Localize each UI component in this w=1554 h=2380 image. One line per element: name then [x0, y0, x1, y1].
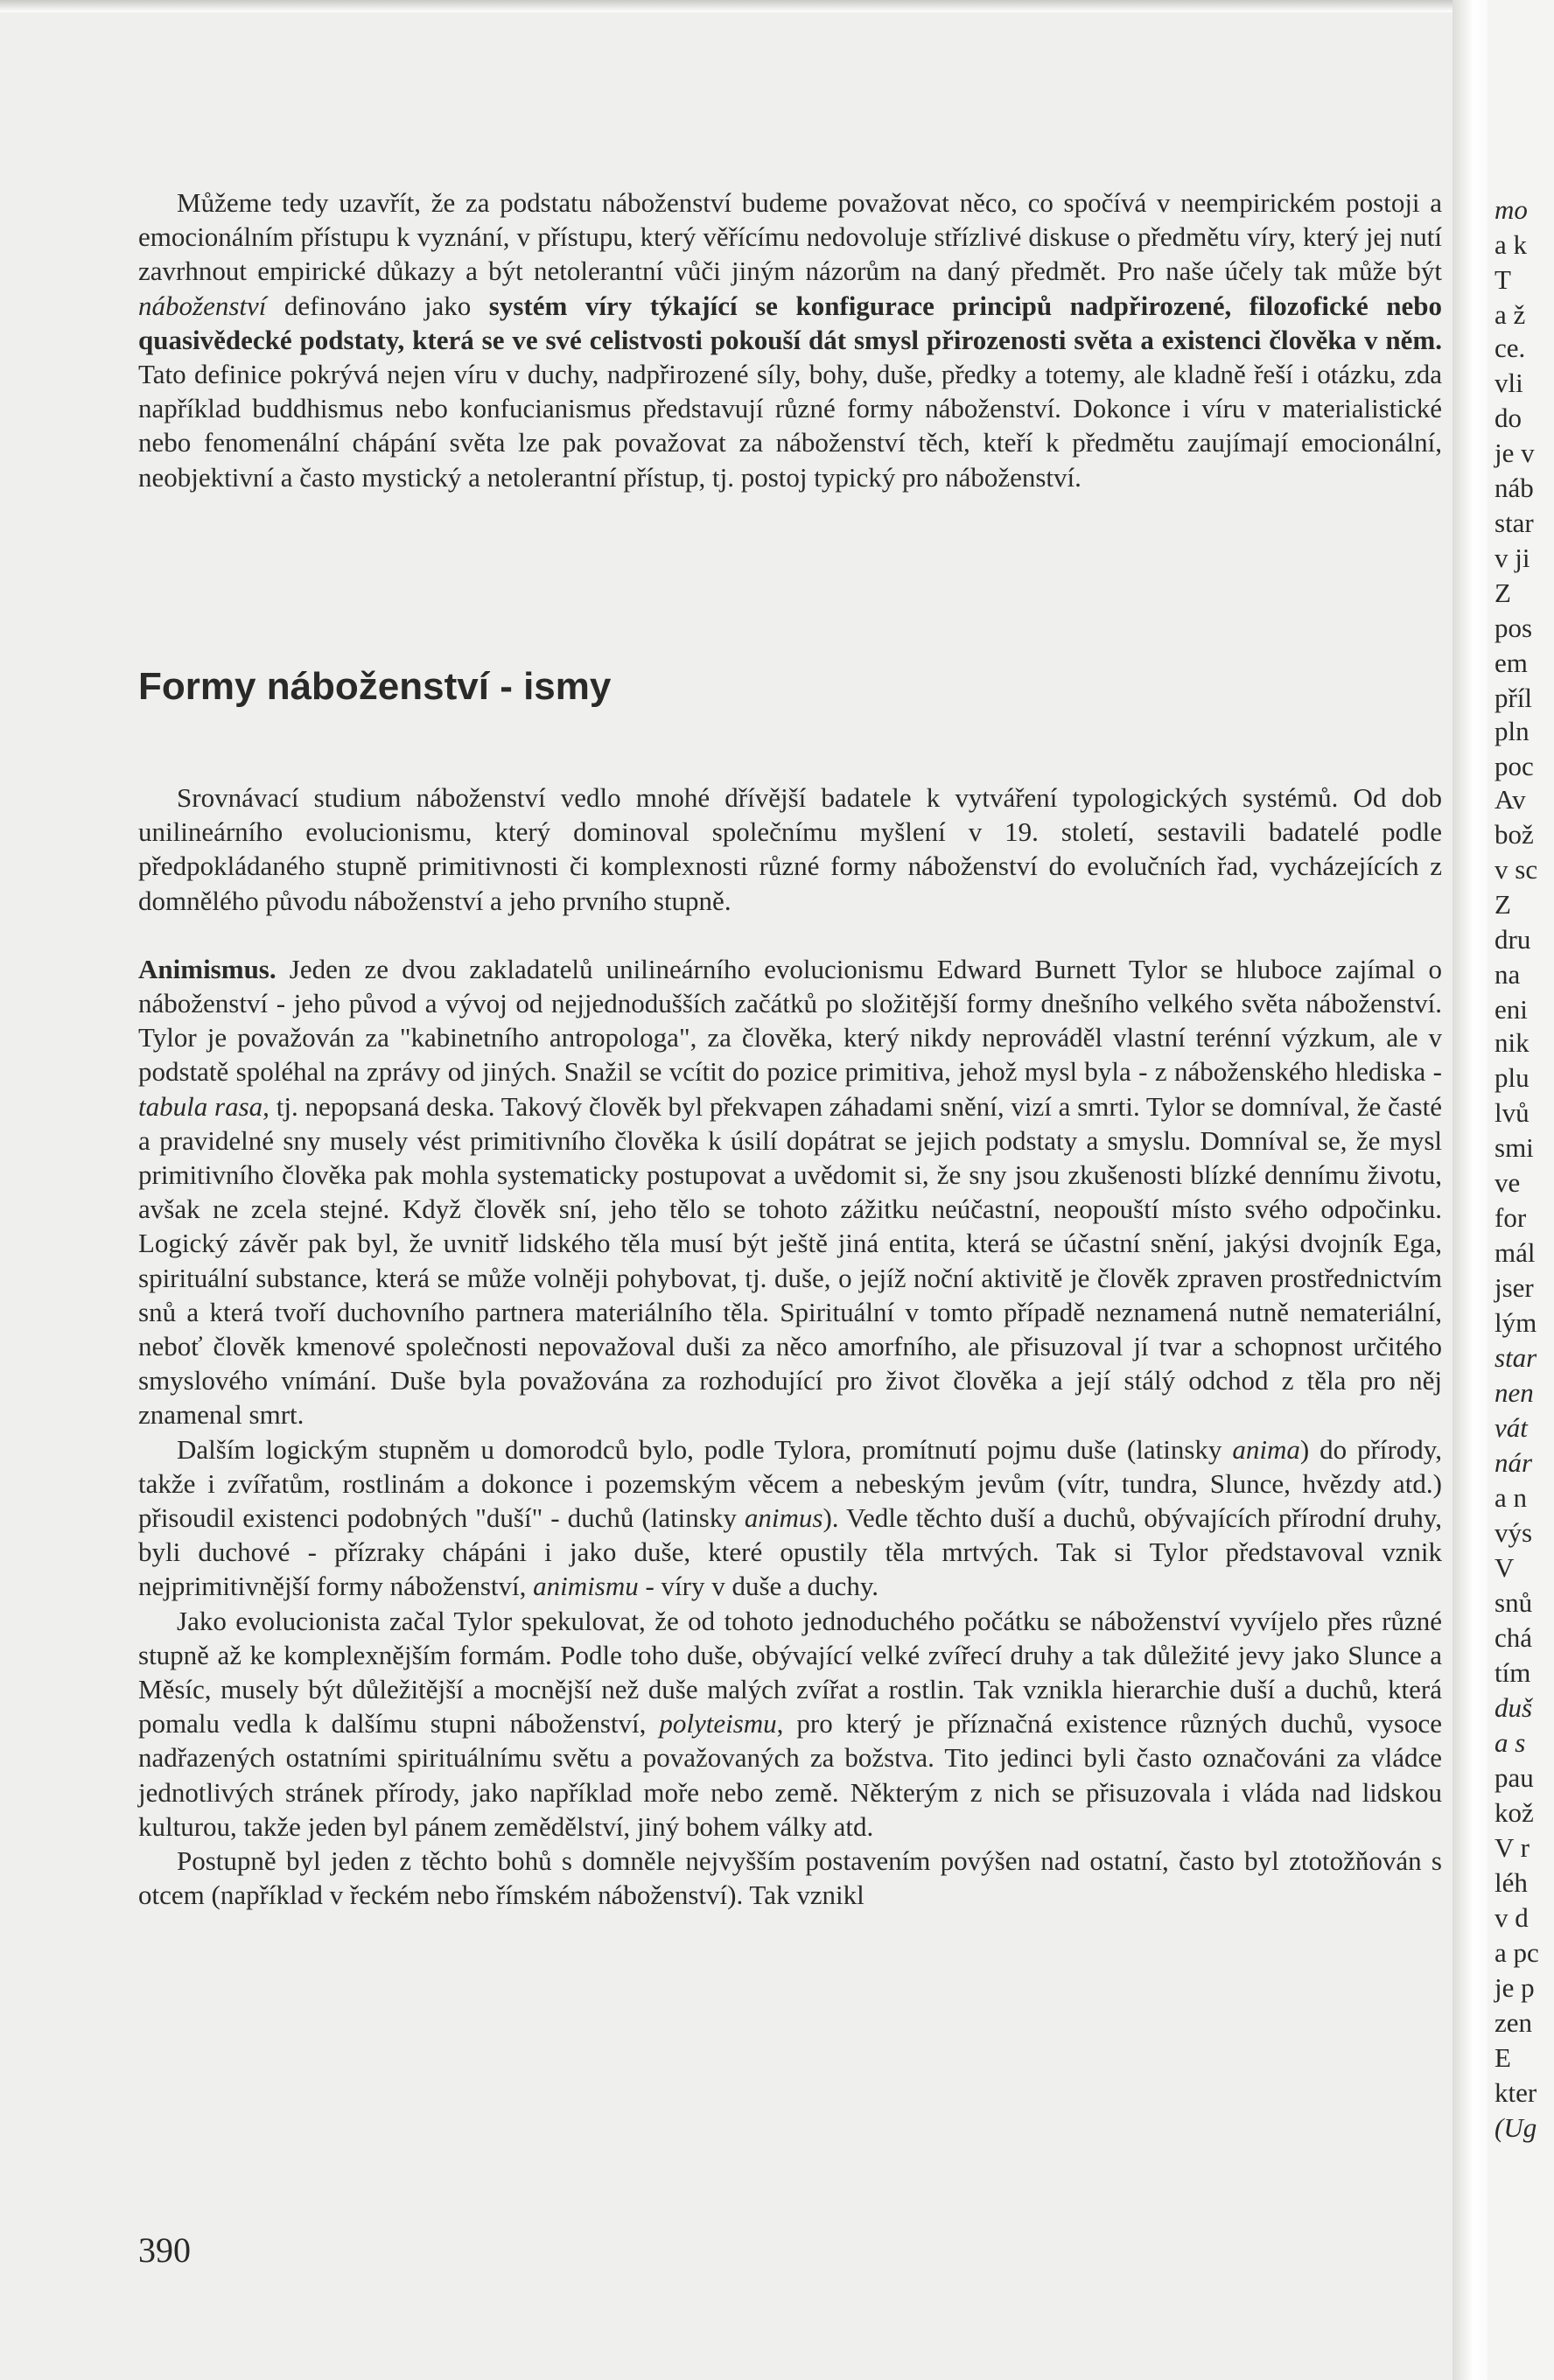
- p_dalsi-run-1: anima: [1232, 1433, 1300, 1465]
- facing-page-fragment: je v: [1494, 438, 1535, 468]
- main-body: [138, 780, 1442, 1913]
- facing-page-fragment: a n: [1494, 1482, 1528, 1513]
- facing-page-fragment: a pc: [1494, 1937, 1539, 1968]
- facing-page-fragment: eni: [1494, 994, 1528, 1025]
- facing-page-fragment: v ji: [1494, 542, 1530, 573]
- facing-page-fragment: do: [1494, 402, 1522, 433]
- facing-page-fragment: nen: [1494, 1377, 1534, 1408]
- facing-page-fragment: lým: [1494, 1307, 1537, 1338]
- facing-page-fragment: ce.: [1494, 332, 1526, 363]
- facing-page-fragment: T: [1494, 264, 1511, 295]
- facing-page-fragment: jser: [1494, 1272, 1534, 1303]
- facing-page-fragment: na: [1494, 959, 1521, 990]
- facing-page-fragment: v sc: [1494, 854, 1538, 885]
- facing-page-fragment: nik: [1494, 1027, 1530, 1058]
- paragraph-dalsim: [138, 1432, 1442, 1604]
- facing-page-fragment: pau: [1494, 1762, 1534, 1793]
- intro-paragraph: [138, 186, 1442, 494]
- facing-page-fragment: příl: [1494, 682, 1533, 713]
- p_dalsi-run-0: Dalším logickým stupněm u domorodců bylo, podle Tylora, promítnutí pojmu duše (latinsky: [177, 1433, 1233, 1465]
- facing-page-fragment: a k: [1494, 229, 1528, 260]
- p_anim-run-1: Jeden ze dvou zakladatelů unilineárního evolucionismu Edward Burnett Tylor se hluboce zajímal o náboženství - jeho původ a vývoj od nejjednodušších začátků po složitější formy dnešního velkého světa náboženství. Tylor je považován za "kabinetního antropologa", za člověka, který nikdy neprováděl vlastní terénní výzkum, ale v podstatě spoléhal na zprávy od jiných. Snažil se vcítit do pozice primitiva, jehož mysl byla - z náboženského hlediska -: [138, 953, 1442, 1088]
- facing-page-fragment: V r: [1494, 1832, 1530, 1863]
- facing-page-fragment: star: [1494, 1342, 1537, 1373]
- intro-run-4: Tato definice pokrývá nejen víru v duchy, nadpřirozené síly, bohy, duše, předky a totemy, ale kladně řeší i otázku, zda například buddhismus nebo konfucianismus představují různé formy náboženství. Dokonce i víru v materialistické nebo fenomenální chápání světa lze pak považovat za náboženství těch, kteří k předmětu zaujímají emocionální, neobjektivní a často mystický a netolerantní přístup, tj. postoj typický pro náboženství.: [138, 359, 1442, 493]
- p_dalsi-run-4: ). Vedle těchto duší a duchů, obývajících přírodní druhy, byli duchové - přízraky chápáni i jako duše, které opustily těla mrtvých. Tak si Tylor představoval vznik nejprimitivnější formy náboženství,: [138, 1502, 1442, 1602]
- facing-page-fragment: pos: [1494, 612, 1533, 643]
- facing-page-edge: [1488, 0, 1554, 2380]
- facing-page-fragment: v d: [1494, 1902, 1529, 1933]
- facing-page-fragment: pln: [1494, 716, 1530, 746]
- facing-page-fragment: výs: [1494, 1517, 1533, 1548]
- p_jako-run-2: , pro který je příznačná existence různých duchů, vysoce nadřazených ostatními spirituálnímu světu a považovaných za božstva. Tito jedinci byli často označováni za vládce jednotlivých stránek přírody, jako například moře nebo země. Některým z nich se přisuzovala i vláda nad lidskou kulturou, takže jeden byl pánem zemědělství, jiný bohem války atd.: [138, 1708, 1443, 1842]
- facing-page-fragment: kter: [1494, 2077, 1537, 2108]
- facing-page-fragment: (Ug: [1494, 2112, 1537, 2143]
- p_anim-run-3: tj. nepopsaná deska. Takový člověk byl překvapen záhadami snění, vizí a smrti. Tylor se domníval, že časté a pravidelné sny musely vést primitivního člověka k úsilí dopátrat se jejich podstaty a smyslu. Domníval se, že mysl primitivního člověka pak mohla systematicky postupovat a uvědomit si, že sny jsou zkušenosti blízké dennímu životu, avšak ne zcela stejné. Když člověk sní, jeho tělo se tohoto zážitku neúčastní, neopouští místo svého odpočinku. Logický závěr pak byl, že uvnitř lidského těla musí být ještě jiná entita, která se účastní snění, jakýsi dvojník Ega, spirituální substance, která se může volněji pohybovat, tj. duše, o jejíž noční aktivitě je člověk zpraven prostřednictvím snů a která tvoří duchovního partnera materiálního těla. Spirituální v tomto případě neznamená nutně nemateriální, neboť člověk kmenové společnosti nepovažoval duši za něco amorfního, ale přisuzoval jí tvar a schopnost určitého smyslového vnímání. Duše byla považována za rozhodující pro život člověka a její stálý odchod z těla pro něj znamenal smrt.: [138, 1090, 1442, 1431]
- intro-text: [138, 186, 1442, 494]
- facing-page-fragment: bož: [1494, 819, 1534, 850]
- facing-page-fragment: poc: [1494, 751, 1534, 781]
- intro-run-2: definováno jako: [266, 290, 489, 321]
- facing-page-fragment: for: [1494, 1202, 1527, 1233]
- facing-page-fragment: em: [1494, 648, 1528, 678]
- paragraph-gap: [138, 918, 1442, 952]
- facing-page-fragment: duš: [1494, 1692, 1533, 1723]
- paragraph-animismus: [138, 952, 1442, 1432]
- facing-page-fragment: mál: [1494, 1237, 1536, 1268]
- page-number: 390: [138, 2230, 191, 2270]
- facing-page-fragment: chá: [1494, 1622, 1533, 1653]
- p_dalsi-run-2: ) do přírody, takže i zvířatům, rostlinám a dokonce i pozemským věcem a nebeským jevům (vítr, tundra, Slunce, hvězdy atd.) přisoudil existenci podobných "duší" - duchů (latinsky: [138, 1433, 1443, 1534]
- facing-page-fragment: je p: [1494, 1972, 1535, 2003]
- p_jako-run-1: polyteismu: [659, 1708, 777, 1740]
- page-top-edge: [0, 0, 1554, 12]
- facing-page-fragment: zen: [1494, 2007, 1533, 2038]
- facing-page-fragment: Av: [1494, 784, 1526, 815]
- facing-page-fragment: mo: [1494, 194, 1528, 225]
- paragraph-postupne: Postupně byl jeden z těchto bohů s domněle nejvyšším postavením povýšen nad ostatní, často byl ztotožňován s otcem (například v řeckém nebo římském náboženství). Tak vznikl: [138, 1845, 1442, 1911]
- facing-page-fragment: vli: [1494, 368, 1523, 398]
- facing-page-fragment: V: [1494, 1552, 1515, 1583]
- intro-run-3: systém víry týkající se konfigurace principů nadpřirozené, filozofické nebo quasivědecké podstaty, která se ve své celistvosti pokouší dát smysl přirozenosti světa a existenci člověka v něm.: [138, 290, 1442, 355]
- facing-page-fragment: E: [1494, 2042, 1511, 2073]
- facing-page-fragment: ve: [1494, 1167, 1521, 1198]
- facing-page-fragment: Z: [1494, 889, 1511, 920]
- p_anim-run-0: Animismus.: [138, 953, 276, 984]
- facing-page-fragment: a ž: [1494, 299, 1526, 330]
- facing-page-fragment: dru: [1494, 924, 1531, 955]
- facing-page-fragment: a s: [1494, 1727, 1526, 1758]
- facing-page-fragment: star: [1494, 508, 1534, 538]
- facing-page-fragment: lvů: [1494, 1097, 1530, 1128]
- book-gutter: [1452, 0, 1488, 2380]
- section-heading: Formy náboženství - ismy: [138, 665, 612, 708]
- paragraph-jako: [138, 1604, 1442, 1844]
- facing-page-fragment: vát: [1494, 1412, 1528, 1443]
- p_dalsi-run-3: animus: [744, 1502, 823, 1534]
- intro-run-1: náboženství: [138, 290, 267, 321]
- facing-page-fragment: náb: [1494, 472, 1534, 503]
- facing-page-fragment: nár: [1494, 1447, 1533, 1478]
- p_anim-run-2: tabula rasa,: [138, 1090, 270, 1122]
- p_dalsi-run-6: - víry v duše a duchy.: [638, 1571, 879, 1602]
- intro-run-0: Můžeme tedy uzavřít, že za podstatu náboženství budeme považovat něco, co spočívá v neempirickém postoji a emocionálním přístupu k vyznání, v přístupu, který věřícímu nedovoluje střízlivé diskuse o předmětu víry, který jej nutí zavrhnout empirické důkazy a být netolerantní vůči jiným názorům na daný předmět. Pro naše účely tak může být: [138, 187, 1442, 287]
- facing-page-fragment: tím: [1494, 1657, 1531, 1688]
- paragraph-srovnavaci: Srovnávací studium náboženství vedlo mnohé dřívější badatele k vytváření typologických systémů. Od dob unilineárního evolucionismu, který dominoval společnímu myšlení v 19. století, sestavili badatelé podle předpokládaného stupně primitivnosti či komplexnosti různé formy náboženství do evolučních řad, vycházejících z domnělého původu náboženství a jeho prvního stupně.: [138, 782, 1442, 916]
- facing-page-fragment: smi: [1494, 1132, 1534, 1163]
- p_dalsi-run-5: animismu: [533, 1571, 639, 1602]
- p_jako-run-0: Jako evolucionista začal Tylor spekulovat, že od tohoto jednoduchého počátku se náboženství vyvíjelo přes různé stupně až ke komplexnějším formám. Podle toho duše, obývající velké zvířecí druhy a tak důležité jevy jako Slunce a Měsíc, musely být důležitější a mocnější než duše malých zvířat a rostlin. Tak vznikla hierarchie duší a duchů, která pomalu vedla k dalšímu stupni náboženství,: [138, 1605, 1442, 1740]
- facing-page-fragment: plu: [1494, 1062, 1530, 1093]
- facing-page-fragment: léh: [1494, 1867, 1528, 1898]
- facing-page-fragment: kož: [1494, 1797, 1534, 1828]
- facing-page-fragment: snů: [1494, 1587, 1533, 1618]
- facing-page-fragment: Z: [1494, 578, 1511, 608]
